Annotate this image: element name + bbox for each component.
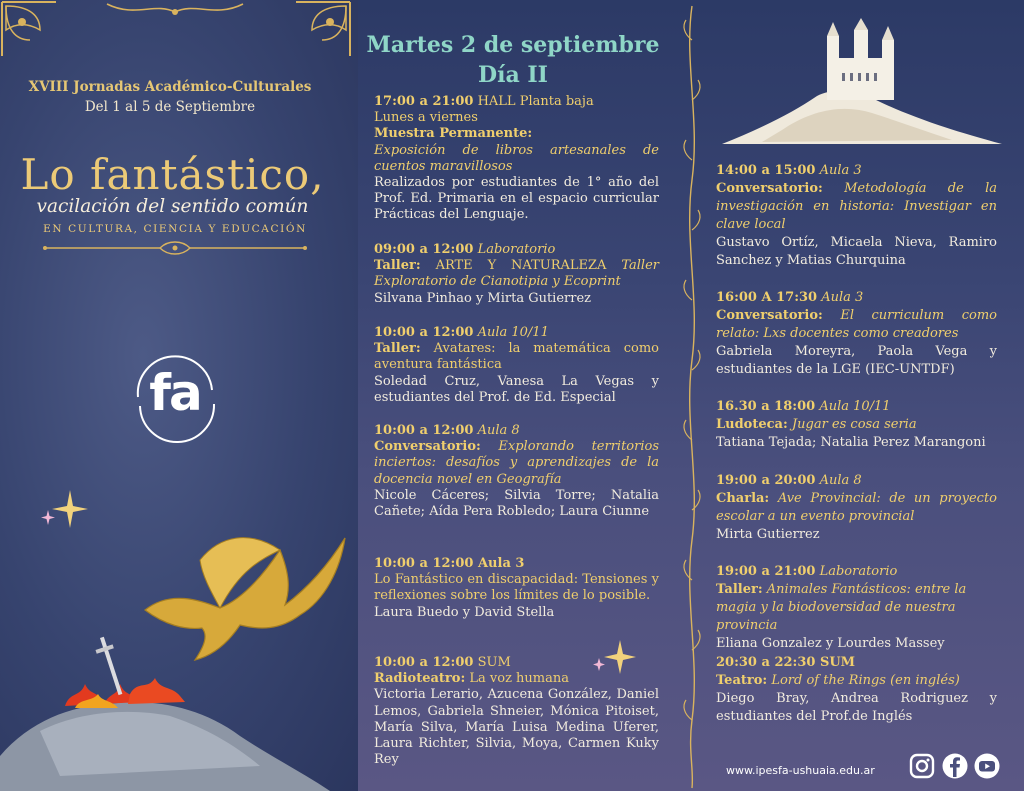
event-time: 20:30 a 22:30 SUM bbox=[716, 655, 856, 670]
event-note: Lunes a viernes bbox=[374, 110, 478, 126]
event-kind: Charla: bbox=[716, 491, 770, 506]
event-place: Aula 3 bbox=[821, 290, 864, 305]
event-participants: Mirta Gutierrez bbox=[716, 527, 820, 542]
event-item bbox=[716, 563, 997, 653]
event-item bbox=[716, 162, 997, 270]
event-kind: Radioteatro: bbox=[374, 671, 466, 687]
event-series-title: XVIII Jornadas Académico-Culturales bbox=[28, 79, 312, 95]
event-description: Lord of the Rings (en inglés) bbox=[771, 673, 960, 688]
event-kind: Conversatorio: bbox=[374, 439, 481, 455]
event-kind: Taller: bbox=[374, 341, 421, 357]
event-place: Aula 10/11 bbox=[477, 325, 549, 340]
day-heading bbox=[358, 30, 668, 90]
event-item bbox=[374, 242, 659, 307]
event-time: 16.30 a 18:00 bbox=[716, 399, 816, 414]
event-item bbox=[716, 289, 997, 379]
event-place: Aula 8 bbox=[819, 473, 862, 488]
event-participants: Soledad Cruz, Vanesa La Vegas y estudiantes del Prof. de Ed. Especial bbox=[374, 373, 659, 405]
youtube-icon[interactable] bbox=[973, 752, 1001, 780]
rock-with-sword-and-fire-icon bbox=[0, 636, 330, 791]
website-link[interactable]: www.ipesfa-ushuaia.edu.ar bbox=[726, 764, 875, 777]
event-item bbox=[374, 423, 659, 520]
event-participants: Nicole Cáceres; Silvia Torre; Natalia Cañete; Aída Pera Robledo; Laura Ciunne bbox=[374, 487, 659, 520]
event-place: Laboratorio bbox=[477, 242, 556, 257]
event-description: Exposición de libros artesanales de cuentos maravillosos bbox=[374, 142, 659, 174]
event-participants: Tatiana Tejada; Natalia Perez Marangoni bbox=[716, 435, 986, 450]
day-number: Día II bbox=[478, 62, 548, 88]
event-title: La voz humana bbox=[469, 671, 570, 687]
event-participants: Diego Bray, Andrea Rodriguez y estudiantes del Prof.de Inglés bbox=[716, 691, 997, 724]
event-place: Aula 8 bbox=[477, 423, 520, 438]
event-time: 14:00 a 15:00 bbox=[716, 163, 816, 178]
event-time: 10:00 a 12:00 bbox=[374, 423, 474, 438]
event-time: 17:00 a 21:00 bbox=[374, 94, 474, 109]
event-kind: Conversatorio: bbox=[716, 181, 823, 196]
sparkle-icon bbox=[590, 638, 640, 678]
event-participants: Gabriela Moreyra, Paola Vega y estudiantes de la LGE (IEC-UNTDF) bbox=[716, 344, 997, 377]
event-time: 09:00 a 12:00 bbox=[374, 242, 474, 257]
event-item bbox=[374, 325, 659, 406]
schedule-column-2 bbox=[680, 0, 1024, 791]
event-time: 19:00 a 21:00 bbox=[716, 564, 816, 579]
instagram-icon[interactable] bbox=[908, 752, 936, 780]
event-time: 10:00 a 12:00 Aula 3 bbox=[374, 556, 525, 571]
tagline: EN CULTURA, CIENCIA Y EDUCACIÓN bbox=[43, 223, 307, 235]
event-title: Avatares: la matemática como aventura fantástica bbox=[374, 341, 659, 373]
event-place: Laboratorio bbox=[819, 564, 898, 579]
sparkle-icon bbox=[40, 488, 90, 532]
logo-text: fa bbox=[149, 364, 201, 422]
facebook-icon[interactable] bbox=[941, 752, 969, 780]
day-date: Martes 2 de septiembre bbox=[366, 32, 660, 58]
event-time: 19:00 a 20:00 bbox=[716, 473, 816, 488]
event-kind: Taller: bbox=[716, 582, 763, 597]
event-description: Jugar es cosa seria bbox=[791, 417, 917, 432]
event-description: Explorando territorios inciertos: desafíos y aprendizajes de la docencia novel en Geografía bbox=[374, 439, 659, 487]
corner-ornament-icon bbox=[0, 0, 58, 58]
divider-ornament-icon bbox=[40, 240, 310, 256]
event-kind: Taller: bbox=[374, 258, 421, 274]
corner-ornament-icon bbox=[294, 0, 352, 58]
event-item bbox=[716, 472, 997, 544]
event-place: HALL Planta baja bbox=[477, 94, 594, 109]
event-place: Aula 10/11 bbox=[819, 399, 891, 414]
event-time: 10:00 a 12:00 bbox=[374, 325, 474, 340]
event-item bbox=[374, 94, 659, 224]
event-place: SUM bbox=[477, 655, 511, 670]
event-kind: Ludoteca: bbox=[716, 417, 788, 432]
event-dates: Del 1 al 5 de Septiembre bbox=[84, 99, 256, 115]
vine-ornament-icon bbox=[680, 0, 704, 791]
event-participants: Silvana Pinhao y Mirta Gutierrez bbox=[374, 290, 592, 306]
event-participants: Realizados por estudiantes de 1° año del Prof. Ed. Primaria en el espacio curricular Prácticas del Lenguaje. bbox=[374, 175, 659, 223]
event-description: Animales Fantásticos: entre la magia y la biodoversidad de nuestra provincia bbox=[716, 582, 967, 633]
event-participants: Laura Buedo y David Stella bbox=[374, 604, 555, 620]
event-time: 10:00 a 12:00 bbox=[374, 655, 474, 670]
event-participants: Eliana Gonzalez y Lourdes Massey bbox=[716, 636, 945, 651]
main-subtitle: vacilación del sentido común bbox=[36, 196, 309, 217]
event-description: El curriculum como relato: Lxs docentes como creadores bbox=[716, 308, 997, 341]
event-place: Aula 3 bbox=[819, 163, 862, 178]
event-kind: Teatro: bbox=[716, 673, 768, 688]
schedule-column-1 bbox=[358, 0, 680, 791]
event-description: Metodología de la investigación en historia: Investigar en clave local bbox=[716, 181, 997, 232]
event-item bbox=[716, 654, 997, 726]
event-participants: Gustavo Ortíz, Micaela Nieva, Ramiro Sanchez y Matias Churquina bbox=[716, 235, 997, 268]
castle-on-paper-mountain-icon bbox=[722, 18, 1002, 146]
event-title: Lo Fantástico en discapacidad: Tensiones y reflexiones sobre los límites de lo posible. bbox=[374, 572, 659, 604]
cover-panel bbox=[0, 0, 358, 791]
event-kind: Muestra Permanente: bbox=[374, 126, 533, 142]
event-description: Taller Exploratorio de Cianotipia y Ecoprint bbox=[374, 258, 659, 290]
event-description: Ave Provincial: de un proyecto escolar a un evento provincial bbox=[716, 491, 998, 524]
event-item bbox=[716, 398, 997, 452]
event-kind: Conversatorio: bbox=[716, 308, 823, 323]
event-time: 16:00 A 17:30 bbox=[716, 290, 818, 305]
top-ornament-icon bbox=[105, 0, 245, 20]
event-title: ARTE Y NATURALEZA bbox=[435, 258, 607, 274]
event-participants: Victoria Lerario, Azucena González, Daniel Lemos, Gabriela Shneier, Mónica Pitoiset, María Silva, María Luisa Medina Uferer, Laura Richter, Silvia, Moya, Carmen Kuky Rey bbox=[374, 687, 659, 768]
main-title: Lo fantástico, bbox=[20, 150, 325, 199]
event-item bbox=[374, 556, 659, 621]
